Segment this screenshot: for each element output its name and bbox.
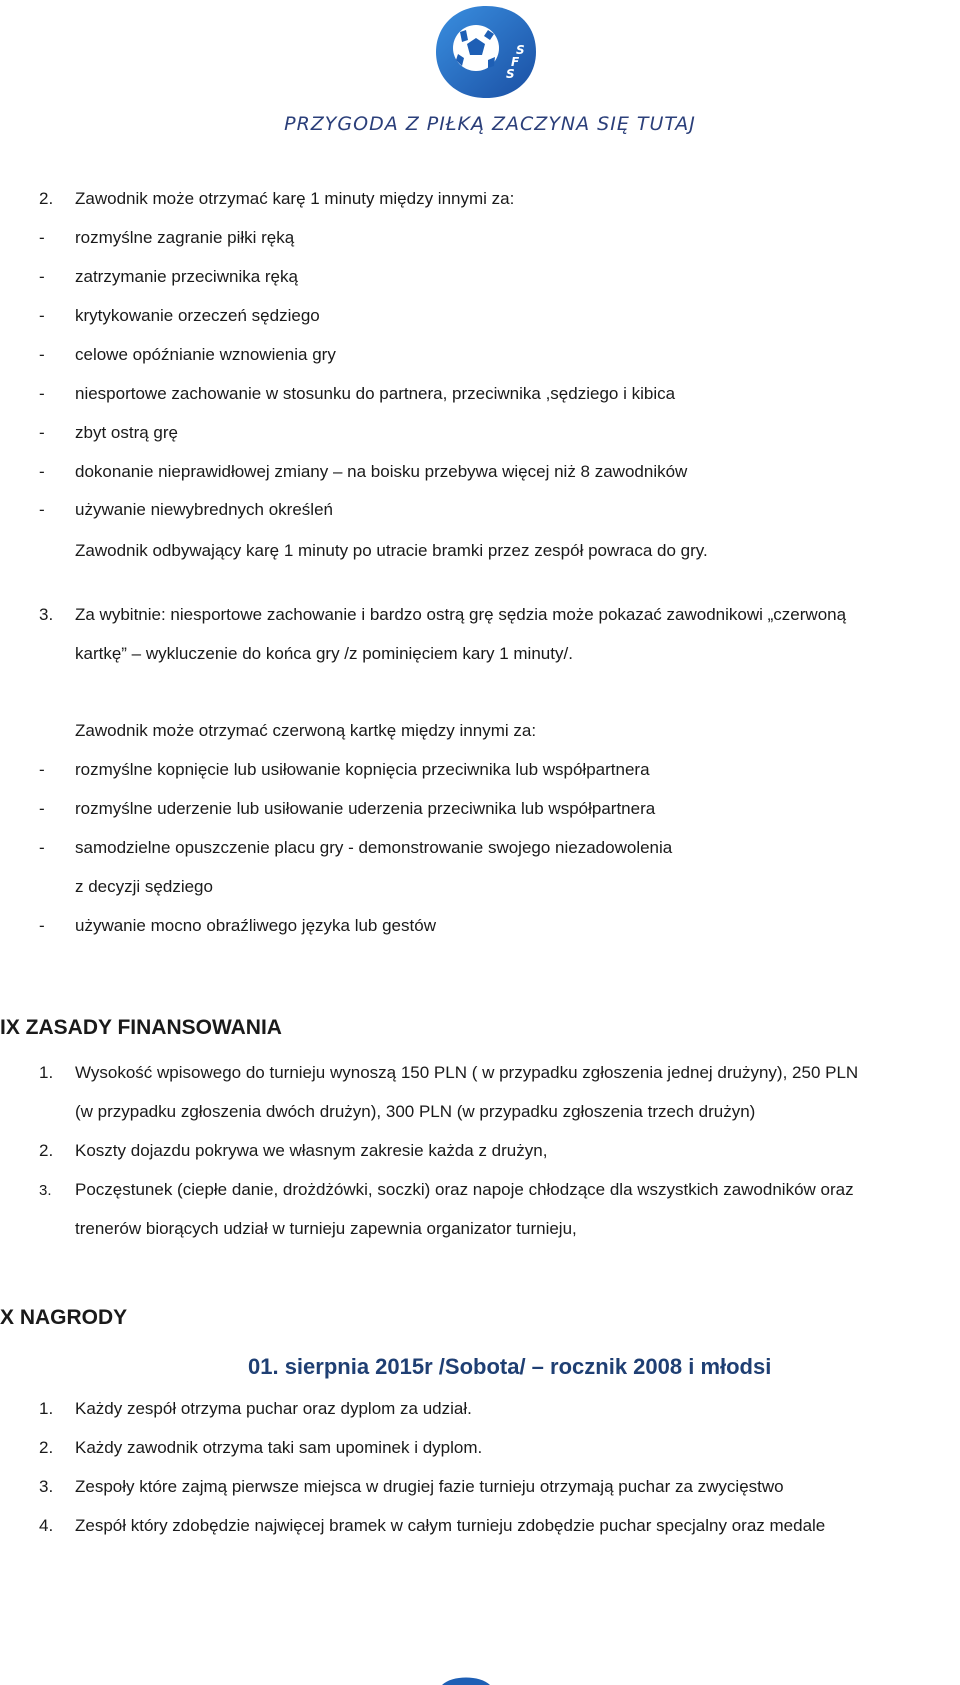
red-card-intro: Zawodnik może otrzymać czerwoną kartkę między innymi za: xyxy=(75,721,537,740)
item-number: 2. xyxy=(39,189,54,208)
bullet: - xyxy=(39,345,45,364)
bullet: - xyxy=(39,838,45,857)
financing-item: Koszty dojazdu pokrywa we własnym zakresie każda z drużyn, xyxy=(75,1141,548,1160)
logo-fragment xyxy=(442,1672,490,1685)
bullet: - xyxy=(39,384,45,403)
list-item: zatrzymanie przeciwnika ręką xyxy=(75,267,298,286)
item-number: 1. xyxy=(39,1063,54,1082)
bullet: - xyxy=(39,267,45,286)
sfs-logo xyxy=(432,2,540,102)
bullet: - xyxy=(39,306,45,325)
item-number: 2. xyxy=(39,1438,54,1457)
svg-text:S: S xyxy=(516,43,525,57)
list-item: dokonanie nieprawidłowej zmiany – na boisku przebywa więcej niż 8 zawodników xyxy=(75,462,688,481)
bullet: - xyxy=(39,916,45,935)
list-item: używanie mocno obraźliwego języka lub gestów xyxy=(75,916,436,935)
item-number: 3. xyxy=(39,605,54,624)
list-item: zbyt ostrą grę xyxy=(75,423,178,442)
list-item: rozmyślne zagranie piłki ręką xyxy=(75,228,295,247)
list-item: rozmyślne kopnięcie lub usiłowanie kopnięcia przeciwnika lub współpartnera xyxy=(75,760,650,779)
list-item-continuation: z decyzji sędziego xyxy=(75,877,213,896)
award-item: Zespoły które zajmą pierwsze miejsca w drugiej fazie turnieju otrzymają puchar za zwycięstwo xyxy=(75,1477,784,1496)
bullet: - xyxy=(39,462,45,481)
list-item: niesportowe zachowanie w stosunku do partnera, przeciwnika ,sędziego i kibica xyxy=(75,384,676,403)
section-heading: X NAGRODY xyxy=(0,1306,128,1329)
bullet: - xyxy=(39,500,45,519)
financing-item-cont: trenerów biorących udział w turnieju zapewnia organizator turnieju, xyxy=(75,1219,577,1238)
item-number: 4. xyxy=(39,1516,54,1535)
tagline: PRZYGODA Z PIŁKĄ ZACZYNA SIĘ TUTAJ xyxy=(284,113,696,135)
list-item: rozmyślne uderzenie lub usiłowanie uderzenia przeciwnika lub współpartnera xyxy=(75,799,656,818)
bullet: - xyxy=(39,228,45,247)
penalties-intro: Zawodnik może otrzymać karę 1 minuty między innymi za: xyxy=(75,189,515,208)
item-number: 1. xyxy=(39,1399,54,1418)
bullet: - xyxy=(39,423,45,442)
list-item: celowe opóźnianie wznowienia gry xyxy=(75,345,336,364)
item-number: 3. xyxy=(39,1477,54,1496)
penalties-note: Zawodnik odbywający karę 1 minuty po utracie bramki przez zespół powraca do gry. xyxy=(75,541,708,560)
svg-text:S: S xyxy=(506,67,515,81)
red-card-line: kartkę” – wykluczenie do końca gry /z pominięciem kary 1 minuty/. xyxy=(75,644,573,663)
award-item: Każdy zespół otrzyma puchar oraz dyplom za udział. xyxy=(75,1399,472,1418)
financing-item: Wysokość wpisowego do turnieju wynoszą 150 PLN ( w przypadku zgłoszenia jednej drużyny), 250 PLN xyxy=(75,1063,859,1082)
awards-subtitle: 01. sierpnia 2015r /Sobota/ – rocznik 2008 i młodsi xyxy=(248,1354,772,1379)
item-number: 3. xyxy=(39,1182,52,1199)
financing-item: Poczęstunek (ciepłe danie, drożdżówki, soczki) oraz napoje chłodzące dla wszystkich zawodników oraz xyxy=(75,1180,854,1199)
svg-text:F: F xyxy=(511,55,520,69)
red-card-line: Za wybitnie: niesportowe zachowanie i bardzo ostrą grę sędzia może pokazać zawodnikowi „czerwoną xyxy=(75,605,847,624)
financing-item-cont: (w przypadku zgłoszenia dwóch drużyn), 300 PLN (w przypadku zgłoszenia trzech drużyn) xyxy=(75,1102,756,1121)
award-item: Każdy zawodnik otrzyma taki sam upominek i dyplom. xyxy=(75,1438,483,1457)
bullet: - xyxy=(39,760,45,779)
list-item: używanie niewybrednych określeń xyxy=(75,500,333,519)
list-item: krytykowanie orzeczeń sędziego xyxy=(75,306,320,325)
bullet: - xyxy=(39,799,45,818)
award-item: Zespół który zdobędzie najwięcej bramek w całym turnieju zdobędzie puchar specjalny oraz medale xyxy=(75,1516,826,1535)
list-item: samodzielne opuszczenie placu gry - demonstrowanie swojego niezadowolenia xyxy=(75,838,673,857)
section-heading: IX ZASADY FINANSOWANIA xyxy=(0,1016,282,1039)
item-number: 2. xyxy=(39,1141,54,1160)
